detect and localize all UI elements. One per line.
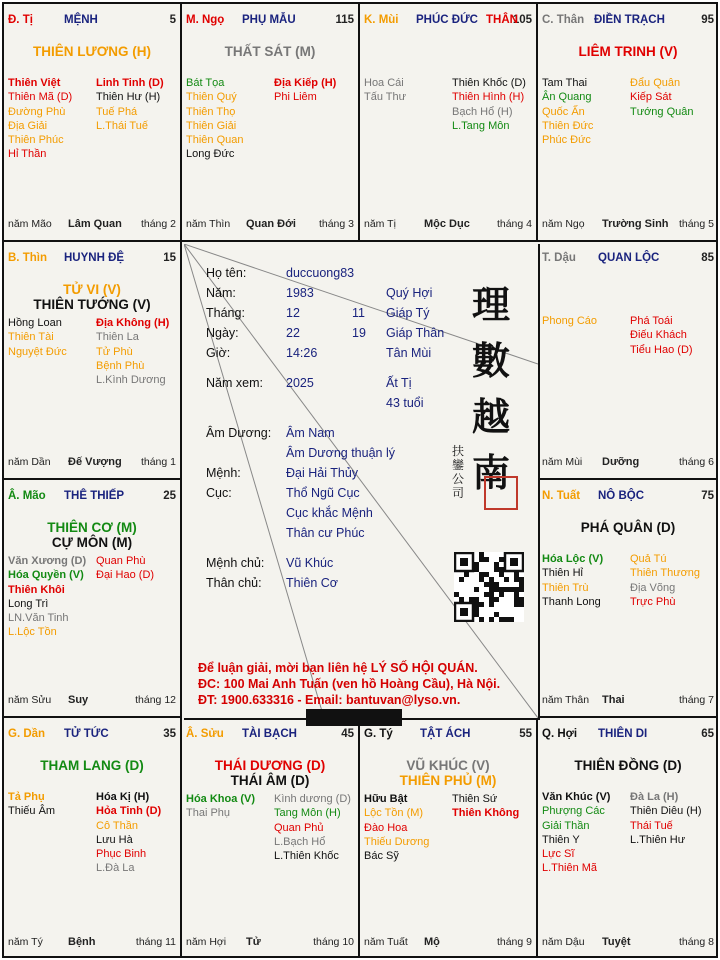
minor-star: Phi Liêm — [274, 91, 317, 104]
minor-star: Phục Binh — [96, 848, 147, 861]
palace-name: MỆNH — [64, 14, 98, 26]
minor-stars-left — [542, 76, 593, 147]
minor-star: Quả Tú — [630, 553, 667, 565]
branch-label: B. Thìn — [8, 252, 47, 264]
minor-star: Bác Sỹ — [364, 850, 399, 863]
info-value: Âm Dương thuận lý — [286, 446, 395, 460]
tieu-han-year: năm Dậu — [542, 936, 585, 948]
contact-line: ĐT: 1900.633316 - Email: bantuvan@lyso.vn. — [198, 693, 461, 707]
calligraphy-char: 越 — [472, 394, 511, 439]
info-can-chi: 43 tuổi — [386, 396, 424, 410]
minor-star: Quan Phủ — [274, 821, 324, 834]
tieu-han-year: năm Hợi — [186, 936, 227, 948]
minor-star: Địa Võng — [630, 581, 676, 594]
minor-star: Đẩu Quân — [630, 77, 681, 89]
tieu-han-year: năm Dần — [8, 456, 51, 468]
info-key: Ngày: — [206, 326, 239, 340]
palace-header — [8, 728, 176, 744]
minor-star: Tiểu Hao (D) — [630, 343, 693, 356]
minor-stars-left — [542, 552, 603, 609]
palace-footer — [364, 936, 532, 950]
minor-star: Bạch Hổ (H) — [452, 105, 513, 118]
qr-code-icon[interactable] — [454, 552, 524, 622]
minor-star: Trực Phù — [630, 595, 676, 608]
minor-stars-left — [542, 314, 597, 328]
main-star: CỰ MÔN (M) — [51, 535, 133, 550]
palace-cell-dau[interactable] — [538, 242, 718, 480]
minor-star: Hoa Cái — [364, 77, 404, 89]
minor-star: Đào Hoa — [364, 821, 408, 834]
info-can-chi: Ất Tị — [386, 376, 412, 390]
minor-star: Địa Không (H) — [96, 317, 170, 329]
info-key: Giờ: — [206, 346, 231, 360]
palace-footer — [8, 218, 176, 232]
minor-stars-right — [452, 76, 526, 133]
minor-stars-right — [274, 792, 351, 863]
minor-star: Thiên Không — [452, 807, 520, 820]
minor-star: Hóa Kị (H) — [96, 791, 150, 803]
minor-star: L.Thái Tuế — [96, 119, 148, 132]
main-star: THIÊN CƠ (M) — [47, 520, 137, 535]
minor-star: Kiếp Sát — [630, 91, 672, 104]
nguyet-han-month: tháng 2 — [140, 218, 176, 230]
minor-star: L.Tang Môn — [452, 119, 510, 132]
minor-star: Văn Khúc (V) — [542, 791, 611, 803]
trang-sinh-stage: Thai — [602, 694, 625, 706]
palace-header — [542, 252, 714, 268]
minor-star: Địa Giải — [8, 119, 48, 132]
palace-header — [364, 728, 532, 744]
minor-stars-right — [96, 554, 154, 583]
minor-stars-right — [630, 314, 693, 357]
minor-star: Nguyệt Đức — [8, 345, 67, 358]
palace-footer — [542, 694, 714, 708]
dai-han-age: 45 — [341, 728, 354, 740]
main-star: THAM LANG (D) — [40, 758, 144, 773]
info-can-chi: Quý Hợi — [386, 286, 433, 300]
info-value: 12 — [286, 306, 300, 320]
minor-star: L.Lộc Tồn — [8, 626, 57, 639]
nguyet-han-month: tháng 9 — [496, 936, 532, 948]
palace-name: THÊ THIẾP — [64, 490, 125, 502]
main-star: THIÊN ĐỒNG (D) — [574, 758, 682, 773]
palace-name: PHỤ MẪU — [242, 14, 296, 26]
minor-star: Tả Phụ — [8, 791, 45, 803]
minor-star: Tử Phù — [96, 345, 133, 358]
palace-footer — [542, 218, 714, 232]
palace-cell-thin[interactable] — [4, 242, 182, 480]
branch-label: G. Tý — [364, 728, 393, 740]
nguyet-han-month: tháng 8 — [678, 936, 714, 948]
minor-star: Ân Quang — [542, 91, 592, 104]
info-value: Đại Hải Thủy — [286, 466, 359, 480]
trang-sinh-stage: Tuyệt — [602, 936, 631, 948]
nguyet-han-month: tháng 11 — [135, 936, 176, 948]
minor-stars-left — [186, 76, 243, 162]
palace-header — [364, 14, 532, 30]
palace-cell-than[interactable] — [538, 4, 718, 242]
dai-han-age: 95 — [701, 14, 714, 26]
info-value: Vũ Khúc — [286, 556, 334, 570]
dai-han-age: 55 — [519, 728, 532, 740]
tieu-han-year: năm Thìn — [186, 218, 231, 230]
palace-name: QUAN LỘC — [598, 252, 660, 264]
info-key: Mệnh: — [206, 466, 241, 480]
palace-header — [8, 252, 176, 268]
info-key: Thân chủ: — [206, 576, 262, 590]
minor-stars-left — [8, 316, 67, 359]
info-value: Âm Nam — [286, 426, 335, 440]
minor-star: Phong Cáo — [542, 315, 598, 327]
tieu-han-year: năm Tý — [8, 936, 43, 948]
nguyet-han-month: tháng 3 — [318, 218, 354, 230]
minor-star: Thiên Hỉ — [542, 567, 583, 580]
palace-header — [8, 490, 176, 506]
palace-name: TÀI BẠCH — [242, 728, 297, 740]
minor-star: Thiên Hư (H) — [96, 91, 161, 104]
trang-sinh-stage: Suy — [68, 694, 89, 706]
nguyet-han-month: tháng 5 — [678, 218, 714, 230]
info-value: 1983 — [286, 286, 314, 300]
minor-star: Cô Thần — [96, 819, 138, 832]
minor-stars-left — [364, 76, 406, 105]
minor-star: Tấu Thư — [364, 91, 407, 104]
tuan-triet-label — [306, 709, 402, 726]
branch-label: C. Thân — [542, 14, 585, 26]
palace-cell-ty[interactable] — [360, 718, 538, 958]
palace-header — [542, 14, 714, 30]
palace-footer — [542, 936, 714, 950]
dai-han-age: 25 — [163, 490, 176, 502]
minor-star: Hóa Lộc (V) — [542, 553, 604, 565]
info-key: Mệnh chủ: — [206, 556, 265, 570]
horoscope-chart — [2, 2, 718, 958]
minor-star: Long Trì — [8, 597, 49, 610]
main-star: PHÁ QUÂN (D) — [580, 520, 676, 535]
minor-star: Thiên Khốc (D) — [452, 77, 526, 89]
tieu-han-year: năm Tị — [364, 218, 396, 230]
palace-header — [186, 728, 354, 744]
tieu-han-year: năm Mùi — [542, 456, 583, 468]
palace-header — [186, 14, 354, 30]
info-key: Năm: — [206, 286, 236, 300]
minor-star: Thái Tuế — [630, 819, 673, 832]
palace-footer — [8, 456, 176, 470]
than-marker: THÂN — [486, 14, 518, 26]
info-value: Thổ Ngũ Cục — [286, 486, 360, 500]
palace-cell-dan[interactable] — [4, 718, 182, 958]
minor-star: Thiếu Dương — [364, 835, 430, 848]
info-value: duccuong83 — [286, 266, 355, 280]
dai-han-age: 115 — [335, 14, 354, 26]
minor-star: Thiên Phúc — [8, 134, 64, 147]
minor-star: Đà La (H) — [630, 791, 679, 803]
calligraphy-char: 數 — [472, 338, 511, 383]
palace-name: THIÊN DI — [598, 728, 648, 740]
palace-footer — [8, 936, 176, 950]
minor-stars-right — [96, 316, 169, 387]
info-can-chi: Giáp Tý — [386, 306, 430, 320]
minor-star: Thiên Thương — [630, 567, 701, 580]
dai-han-age: 75 — [701, 490, 714, 502]
main-star: TỬ VI (V) — [63, 282, 121, 297]
minor-star: Phượng Các — [542, 805, 605, 818]
main-star: VŨ KHÚC (V) — [406, 758, 490, 773]
branch-label: G. Dần — [8, 728, 46, 740]
branch-label: N. Tuất — [542, 490, 581, 502]
minor-stars-right — [630, 76, 694, 119]
trang-sinh-stage: Dưỡng — [602, 456, 640, 468]
palace-name: TỬ TỨC — [64, 728, 109, 740]
palace-footer — [186, 936, 354, 950]
tieu-han-year: năm Thân — [542, 694, 590, 706]
info-value: Thân cư Phúc — [286, 526, 365, 540]
branch-label: M. Ngọ — [186, 14, 225, 26]
main-star: THẤT SÁT (M) — [224, 44, 316, 59]
info-value: 14:26 — [286, 346, 318, 360]
palace-header — [542, 490, 714, 506]
minor-star: Thiên Tài — [8, 331, 54, 344]
main-star: THIÊN TƯỚNG (V) — [33, 297, 151, 312]
minor-star: Tang Môn (H) — [274, 807, 341, 820]
minor-star: Tam Thai — [542, 77, 588, 89]
minor-stars-right — [630, 552, 700, 609]
minor-stars-left — [8, 790, 55, 819]
calligraphy-char: 南 — [472, 450, 511, 495]
branch-label: Â. Sửu — [186, 728, 224, 740]
trang-sinh-stage: Mộc Dục — [424, 218, 470, 230]
minor-star: Tướng Quân — [630, 105, 694, 118]
info-key: Cục: — [206, 486, 232, 500]
trang-sinh-stage: Mộ — [424, 936, 440, 948]
main-star: THIÊN LƯƠNG (H) — [33, 44, 151, 59]
center-info-panel — [184, 244, 540, 720]
minor-star: Thiên Quý — [186, 91, 237, 104]
palace-footer — [364, 218, 532, 232]
info-value: Thiên Cơ — [286, 576, 338, 590]
minor-stars-left — [542, 790, 610, 876]
minor-star: Địa Kiếp (H) — [274, 77, 337, 89]
minor-stars-left — [364, 792, 429, 863]
palace-name: PHÚC ĐỨC — [416, 14, 478, 26]
minor-star: Thiên Đức — [542, 119, 594, 132]
dai-han-age: 15 — [163, 252, 176, 264]
calligraphy-char: 理 — [472, 282, 511, 327]
dai-han-age: 65 — [701, 728, 714, 740]
info-value: Cục khắc Mệnh — [286, 506, 373, 520]
minor-star: Hữu Bật — [364, 793, 408, 805]
minor-star: Điếu Khách — [630, 329, 687, 342]
minor-star: Hỏa Tinh (D) — [96, 805, 162, 818]
minor-star: Đại Hao (D) — [96, 569, 155, 582]
minor-star: Thiên Diêu (H) — [630, 805, 702, 818]
minor-star: Bệnh Phù — [96, 359, 145, 372]
minor-star: Bát Tọa — [186, 77, 225, 89]
minor-star: L.Kình Dương — [96, 374, 166, 387]
palace-header — [542, 728, 714, 744]
trang-sinh-stage: Tử — [246, 936, 261, 948]
minor-star: Quốc Ấn — [542, 105, 585, 118]
info-value: 22 — [286, 326, 300, 340]
minor-star: Thiên Thọ — [186, 105, 236, 118]
palace-cell-suu[interactable] — [182, 718, 360, 958]
dai-han-age: 105 — [512, 14, 532, 26]
minor-star: L.Thiên Hư — [630, 833, 686, 846]
palace-footer — [8, 694, 176, 708]
dai-han-age: 5 — [169, 14, 176, 26]
info-can-chi: Giáp Thân — [386, 326, 445, 340]
minor-star: Thiên Mã (D) — [8, 91, 73, 104]
minor-star: Văn Xương (D) — [8, 555, 87, 567]
contact-line: Để luận giải, mời bạn liên hệ LÝ SỐ HỘI QUÁN. — [198, 661, 478, 675]
minor-star: Thiên Y — [542, 833, 580, 846]
red-stamp — [484, 476, 518, 510]
minor-star: Tuế Phá — [96, 105, 138, 118]
minor-star: Thiên Việt — [8, 77, 61, 89]
nguyet-han-month: tháng 7 — [678, 694, 714, 706]
dai-han-age: 85 — [701, 252, 714, 264]
minor-star: Hồng Loan — [8, 317, 62, 329]
minor-star: L.Đà La — [96, 862, 135, 875]
minor-star: L.Bạch Hổ — [274, 835, 326, 848]
trang-sinh-stage: Đế Vượng — [68, 456, 122, 468]
nguyet-han-month: tháng 12 — [135, 694, 176, 706]
minor-star: Quan Phù — [96, 555, 146, 567]
minor-star: Phúc Đức — [542, 134, 591, 147]
main-star: THÁI ÂM (D) — [230, 773, 310, 788]
main-star: THIÊN PHỦ (M) — [399, 773, 497, 788]
minor-stars-right — [452, 792, 519, 821]
minor-star: Thiên Khôi — [8, 583, 65, 596]
trang-sinh-stage: Bệnh — [68, 936, 96, 948]
palace-name: NÔ BỘC — [598, 490, 644, 502]
minor-star: Thiên Trù — [542, 581, 589, 594]
minor-star: Kình dương (D) — [274, 793, 351, 805]
minor-star: Thiên Hình (H) — [452, 91, 525, 104]
minor-star: Hóa Khoa (V) — [186, 793, 256, 805]
minor-star: Long Đức — [186, 148, 235, 161]
palace-name: HUYNH ĐỆ — [64, 252, 125, 264]
minor-stars-left — [8, 554, 86, 640]
minor-star: Phá Toái — [630, 315, 673, 327]
nguyet-han-month: tháng 6 — [678, 456, 714, 468]
minor-star: Hóa Quyền (V) — [8, 569, 84, 582]
info-can-chi: Tân Mùi — [386, 346, 432, 360]
minor-stars-left — [186, 792, 255, 821]
minor-star: Lộc Tồn (M) — [364, 807, 424, 820]
branch-label: T. Dậu — [542, 252, 576, 264]
trang-sinh-stage: Quan Đới — [246, 218, 296, 230]
seal-text: 扶鑾公司 — [452, 444, 465, 500]
minor-star: Thanh Long — [542, 595, 601, 608]
tieu-han-year: năm Sửu — [8, 694, 52, 706]
trang-sinh-stage: Lâm Quan — [68, 218, 122, 230]
palace-name: TẬT ÁCH — [420, 728, 471, 740]
minor-star: Thiên Giải — [186, 119, 237, 132]
minor-star: LN.Văn Tinh — [8, 612, 69, 625]
nguyet-han-month: tháng 1 — [140, 456, 176, 468]
minor-star: Thiếu Âm — [8, 805, 56, 818]
contact-line: ĐC: 100 Mai Anh Tuấn (ven hồ Hoàng Cầu), Hà Nội. — [198, 677, 501, 691]
connector-line — [184, 244, 324, 718]
tieu-han-year: năm Mão — [8, 218, 52, 230]
palace-header — [8, 14, 176, 30]
info-key: Năm xem: — [206, 376, 263, 390]
minor-star: Thiên La — [96, 331, 139, 344]
branch-label: Q. Hợi — [542, 728, 578, 740]
palace-cell-hoi[interactable] — [538, 718, 718, 958]
tieu-han-year: năm Tuất — [364, 936, 408, 948]
minor-star: Đường Phù — [8, 105, 66, 118]
tieu-han-year: năm Ngọ — [542, 218, 585, 230]
info-key: Tháng: — [206, 306, 245, 320]
info-value: 2025 — [286, 376, 314, 390]
minor-star: L.Thiên Khốc — [274, 850, 339, 863]
minor-star: Hỉ Thần — [8, 148, 47, 161]
nguyet-han-month: tháng 10 — [313, 936, 354, 948]
minor-star: Lưu Hà — [96, 833, 133, 846]
palace-cell-ngo[interactable] — [182, 4, 360, 242]
palace-cell-tuat[interactable] — [538, 480, 718, 718]
minor-star: Thiên Sứ — [452, 793, 498, 805]
palace-footer — [542, 456, 714, 470]
branch-label: Đ. Tị — [8, 14, 33, 26]
minor-stars-left — [8, 76, 72, 162]
palace-cell-ti[interactable] — [4, 4, 182, 242]
minor-stars-right — [96, 76, 164, 133]
dai-han-age: 35 — [163, 728, 176, 740]
info-key: Họ tên: — [206, 266, 247, 280]
minor-stars-right — [274, 76, 336, 105]
palace-cell-mui[interactable] — [360, 4, 538, 242]
nguyet-han-month: tháng 4 — [496, 218, 532, 230]
main-star: LIÊM TRINH (V) — [578, 44, 678, 59]
main-star: THÁI DƯƠNG (D) — [214, 758, 326, 773]
minor-star: Giải Thần — [542, 819, 590, 832]
info-value-lunar: 11 — [352, 306, 365, 320]
palace-cell-mao[interactable] — [4, 480, 182, 718]
minor-stars-right — [96, 790, 161, 876]
info-key: Âm Dương: — [206, 426, 272, 440]
trang-sinh-stage: Trường Sinh — [602, 218, 669, 230]
branch-label: Â. Mão — [8, 490, 46, 502]
palace-footer — [186, 218, 354, 232]
minor-stars-right — [630, 790, 702, 847]
minor-star: Linh Tinh (D) — [96, 77, 164, 89]
minor-star: Lực Sĩ — [542, 848, 575, 861]
minor-star: Thai Phụ — [186, 807, 231, 820]
palace-name: ĐIỀN TRẠCH — [594, 14, 665, 26]
info-value-lunar: 19 — [352, 326, 366, 340]
minor-star: L.Thiên Mã — [542, 862, 598, 875]
branch-label: K. Mùi — [364, 14, 399, 26]
minor-star: Thiên Quan — [186, 134, 244, 147]
